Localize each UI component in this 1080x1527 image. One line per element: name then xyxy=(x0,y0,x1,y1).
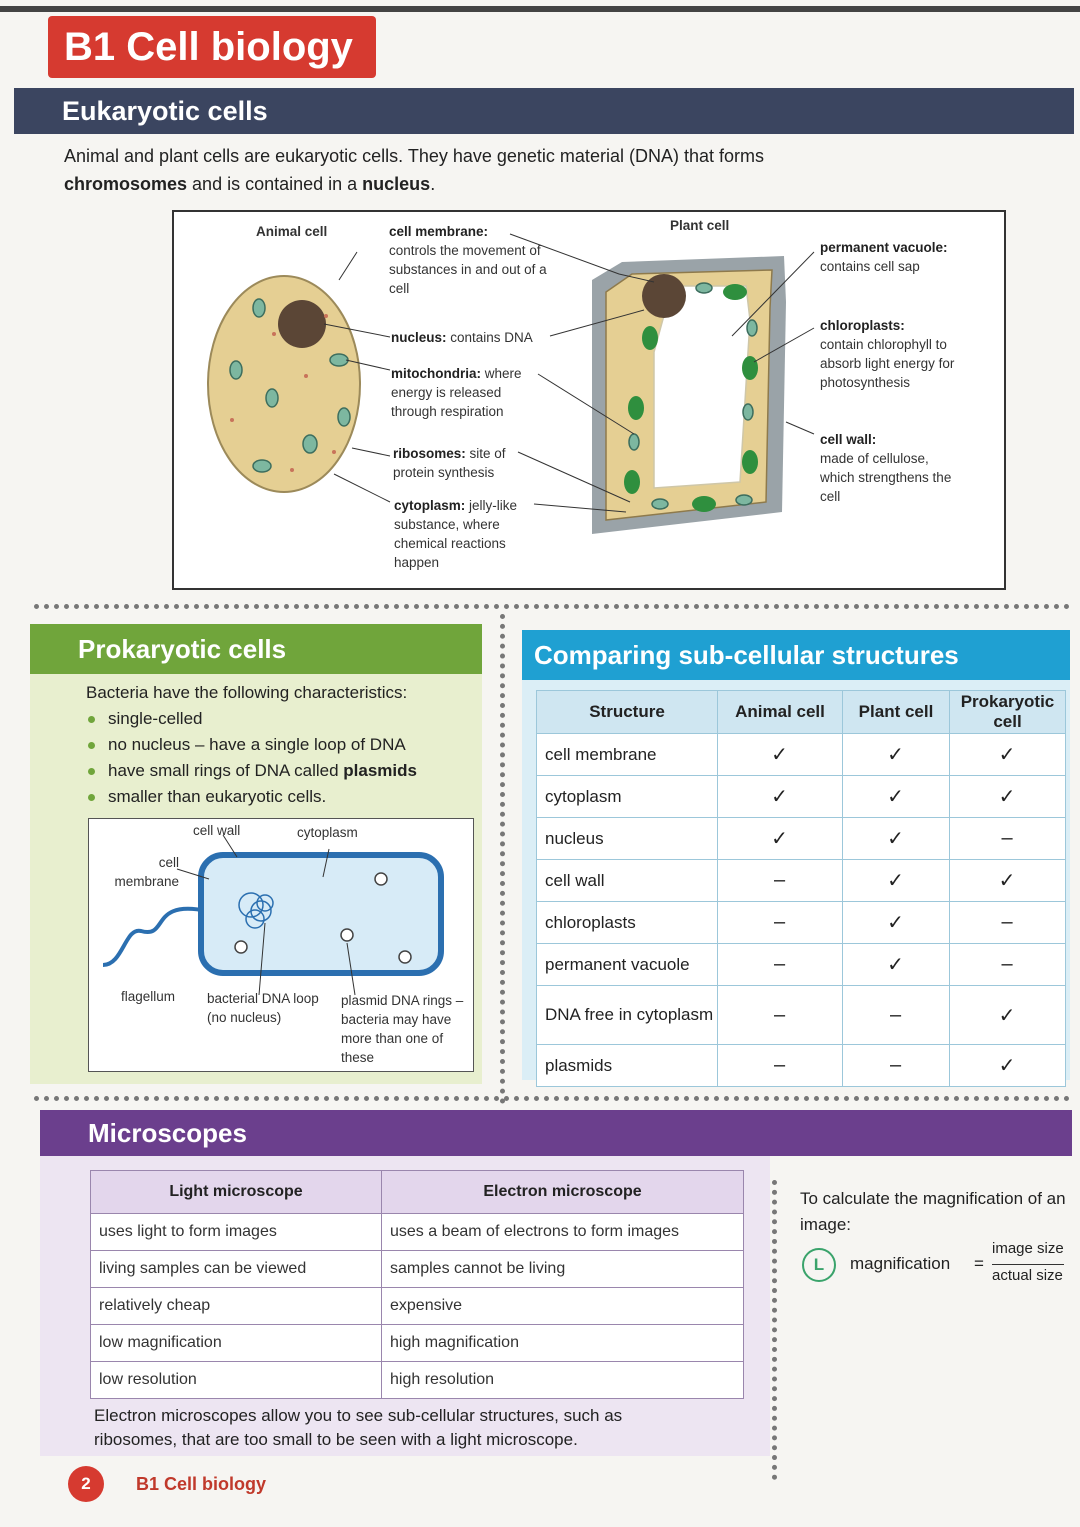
col-structure: Structure xyxy=(537,691,718,734)
table-row xyxy=(91,1251,744,1288)
formula-numerator: image size xyxy=(992,1240,1064,1257)
bullet-bold: plasmids xyxy=(343,761,417,780)
cell-mark: ✓ xyxy=(718,818,843,860)
chloro-term: chloroplasts: xyxy=(820,318,905,333)
bullet-text: smaller than eukaryotic cells. xyxy=(108,787,327,806)
cell-mark: ✓ xyxy=(950,986,1066,1045)
cell-electron: expensive xyxy=(382,1288,744,1325)
list-item xyxy=(86,784,417,810)
plant-cell-title: Plant cell xyxy=(670,218,730,233)
list-item xyxy=(86,706,417,732)
list-item xyxy=(86,732,417,758)
cell-structure: permanent vacuole xyxy=(537,944,718,986)
chloro-desc: contain chlorophyll to absorb light energy for photosynthesis xyxy=(820,337,955,390)
cell-light: living samples can be viewed xyxy=(91,1251,382,1288)
cell-mark: ✓ xyxy=(843,818,950,860)
cell-structure: cell wall xyxy=(537,860,718,902)
label-bact-cytoplasm: cytoplasm xyxy=(297,825,358,840)
table-row xyxy=(537,986,1066,1045)
label-bact-dna: bacterial DNA loop (no nucleus) xyxy=(207,991,319,1025)
label-plasmid: plasmid DNA rings – bacteria may have more than one of these xyxy=(341,993,464,1065)
prokaryotic-intro: Bacteria have the following characteristics: xyxy=(86,683,408,702)
table-row xyxy=(91,1288,744,1325)
cell-mark: – xyxy=(718,986,843,1045)
bullet-text: no nucleus – have a single loop of DNA xyxy=(108,735,406,754)
cell-mark: ✓ xyxy=(843,776,950,818)
eukaryotic-intro xyxy=(64,142,864,198)
separator-bottom xyxy=(34,1096,1070,1101)
ribo-desc: site of protein synthesis xyxy=(393,446,506,480)
separator-top xyxy=(34,604,1070,609)
cell-light: uses light to form images xyxy=(91,1214,382,1251)
formula-equals: = xyxy=(974,1254,984,1273)
mito-term: mitochondria: xyxy=(391,366,481,381)
cell-electron: high magnification xyxy=(382,1325,744,1362)
cell-mark: ✓ xyxy=(950,1045,1066,1087)
cell-mark: – xyxy=(718,944,843,986)
cell-light: relatively cheap xyxy=(91,1288,382,1325)
animal-nucleus xyxy=(278,300,326,348)
fraction-bar xyxy=(992,1264,1064,1265)
microscope-note: Electron microscopes allow you to see sub-cellular structures, such as ribosomes, that are too small to be seen with a light microscope. xyxy=(94,1406,623,1449)
bullet-text: have small rings of DNA called xyxy=(108,761,344,780)
cell-mark: ✓ xyxy=(843,734,950,776)
vacuole-desc: contains cell sap xyxy=(820,259,920,274)
label-flagellum: flagellum xyxy=(121,989,176,1004)
cell-light: low resolution xyxy=(91,1362,382,1399)
cell-mark: – xyxy=(950,818,1066,860)
prokaryotic-list xyxy=(86,706,417,810)
col-electron: Electron microscope xyxy=(382,1171,744,1214)
cell-structure: chloroplasts xyxy=(537,902,718,944)
cell-mark: – xyxy=(950,944,1066,986)
cell-mark: ✓ xyxy=(718,734,843,776)
vacuole-term: permanent vacuole: xyxy=(820,240,948,255)
label-bact-membrane: cell membrane xyxy=(114,855,179,889)
label-cell-wall xyxy=(820,430,960,506)
mito-desc: where energy is released through respiration xyxy=(391,366,522,419)
table-row xyxy=(91,1325,744,1362)
list-item xyxy=(86,758,417,784)
col-light: Light microscope xyxy=(91,1171,382,1214)
label-cell-membrane xyxy=(389,222,549,298)
table-header-row xyxy=(537,691,1066,734)
microscope-table xyxy=(90,1170,744,1399)
col-prokaryotic: Prokaryotic cell xyxy=(950,691,1066,734)
table-row xyxy=(537,776,1066,818)
cell-diagram-box xyxy=(172,210,1006,590)
intro-bold-chromosomes: chromosomes xyxy=(64,174,188,194)
cell-mark: ✓ xyxy=(950,734,1066,776)
nucleus-term: nucleus: xyxy=(391,330,447,345)
footer-chapter: B1 Cell biology xyxy=(136,1474,267,1494)
cell-electron: high resolution xyxy=(382,1362,744,1399)
intro-bold-nucleus: nucleus xyxy=(362,174,431,194)
learn-badge-icon: L xyxy=(802,1248,836,1282)
cell-mark: – xyxy=(718,860,843,902)
formula-word: magnification xyxy=(850,1254,951,1273)
formula-denominator: actual size xyxy=(992,1267,1063,1284)
flagellum-shape xyxy=(103,909,207,965)
intro-text-2: and is contained in a xyxy=(187,174,363,194)
top-rule xyxy=(0,6,1080,12)
chapter-title: B1 Cell biology xyxy=(48,16,376,78)
separator-micro xyxy=(772,1180,777,1480)
label-chloroplasts xyxy=(820,316,980,392)
prokaryotic-heading: Prokaryotic cells xyxy=(30,624,482,674)
table-row xyxy=(91,1214,744,1251)
ribo-term: ribosomes: xyxy=(393,446,466,461)
bullet-text: single-celled xyxy=(108,709,203,728)
wall-desc: made of cellulose, which strengthens the cell xyxy=(820,451,952,504)
cell-electron: uses a beam of electrons to form images xyxy=(382,1214,744,1251)
membrane-desc: controls the movement of substances in and out of a cell xyxy=(389,243,547,296)
cell-structure: nucleus xyxy=(537,818,718,860)
wall-term: cell wall: xyxy=(820,432,877,447)
magnification-formula xyxy=(802,1240,1072,1290)
table-row xyxy=(91,1362,744,1399)
cell-mark: ✓ xyxy=(718,776,843,818)
membrane-term: cell membrane: xyxy=(389,224,489,239)
intro-text-3: . xyxy=(430,174,436,194)
microscopes-heading: Microscopes xyxy=(40,1110,1072,1156)
magnification-intro: To calculate the magnification of an image: xyxy=(800,1189,1066,1234)
cell-light: low magnification xyxy=(91,1325,382,1362)
intro-text-1: Animal and plant cells are eukaryotic cells. They have genetic material (DNA) that forms xyxy=(64,146,764,166)
cell-mark: ✓ xyxy=(843,902,950,944)
label-bact-cell-wall: cell wall xyxy=(193,823,241,838)
table-row xyxy=(537,902,1066,944)
cell-mark: ✓ xyxy=(843,860,950,902)
page-number: 2 xyxy=(68,1466,104,1502)
col-plant: Plant cell xyxy=(843,691,950,734)
cell-mark: ✓ xyxy=(950,776,1066,818)
cell-mark: ✓ xyxy=(843,944,950,986)
table-header-row xyxy=(91,1171,744,1214)
col-animal: Animal cell xyxy=(718,691,843,734)
cell-structure: DNA free in cytoplasm xyxy=(537,986,718,1045)
table-row xyxy=(537,944,1066,986)
cell-mark: – xyxy=(718,902,843,944)
table-row xyxy=(537,734,1066,776)
label-permanent-vacuole xyxy=(820,238,990,276)
nucleus-desc: contains DNA xyxy=(446,330,533,345)
comparing-heading: Comparing sub-cellular structures xyxy=(522,630,1070,680)
cell-structure: plasmids xyxy=(537,1045,718,1087)
cell-mark: – xyxy=(843,1045,950,1087)
cell-mark: – xyxy=(950,902,1066,944)
cell-mark: – xyxy=(843,986,950,1045)
table-row xyxy=(537,860,1066,902)
bacterium-diagram-box xyxy=(88,818,474,1072)
separator-middle xyxy=(500,614,505,1104)
label-cytoplasm xyxy=(394,496,532,572)
label-mitochondria xyxy=(391,364,539,421)
cell-structure: cell membrane xyxy=(537,734,718,776)
cell-mark: ✓ xyxy=(950,860,1066,902)
table-row xyxy=(537,1045,1066,1087)
cell-mark: – xyxy=(718,1045,843,1087)
eukaryotic-heading: Eukaryotic cells xyxy=(14,88,1074,134)
cell-structure: cytoplasm xyxy=(537,776,718,818)
cell-electron: samples cannot be living xyxy=(382,1251,744,1288)
table-row xyxy=(537,818,1066,860)
label-nucleus xyxy=(391,328,561,347)
cyto-desc: jelly-like substance, where chemical reactions happen xyxy=(394,498,518,570)
animal-cell-title: Animal cell xyxy=(256,224,328,239)
cyto-term: cytoplasm: xyxy=(394,498,466,513)
label-ribosomes xyxy=(393,444,523,482)
comparison-table xyxy=(536,690,1066,1087)
